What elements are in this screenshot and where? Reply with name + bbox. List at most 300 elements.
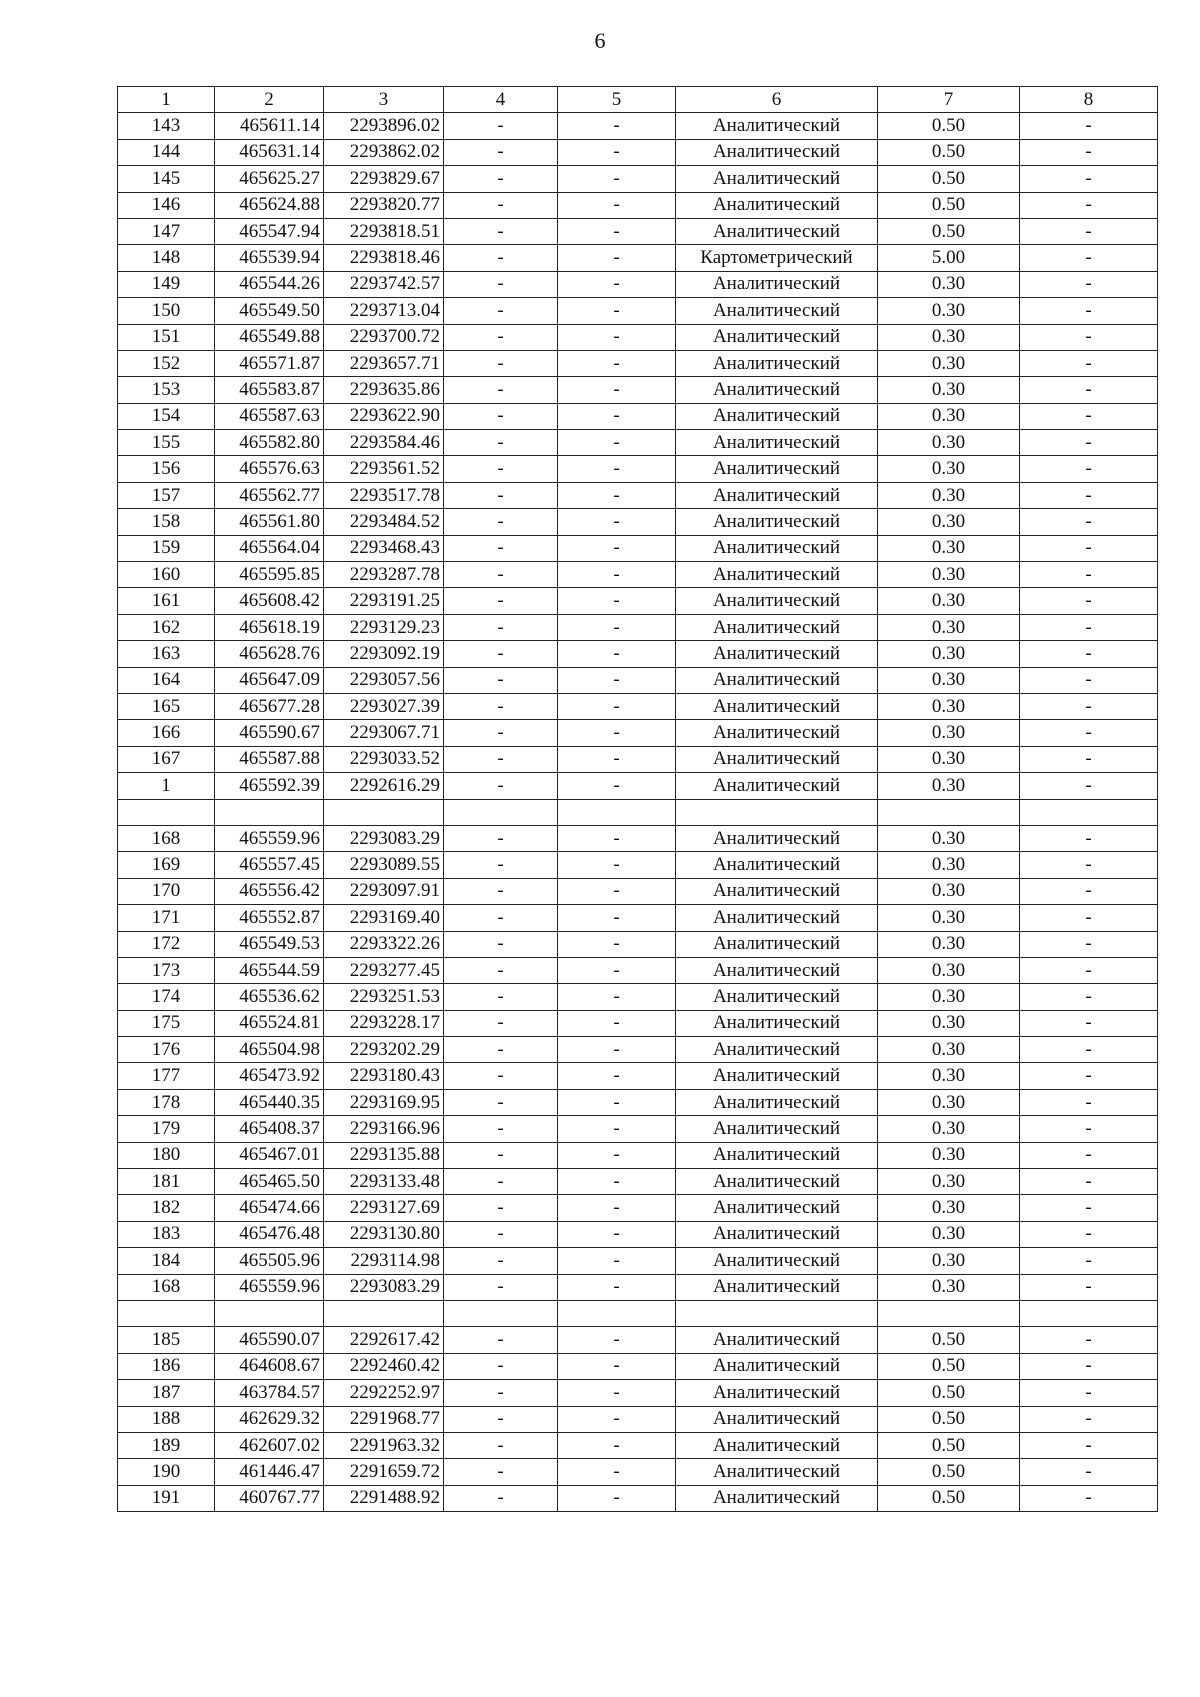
table-cell-col-1: 169	[118, 852, 215, 878]
table-cell-col-8: -	[1020, 113, 1158, 139]
table-cell-col-3: 2292252.97	[324, 1380, 444, 1406]
table-cell-col-2: 465549.88	[215, 324, 324, 350]
table-cell-col-8: -	[1020, 1406, 1158, 1432]
table-cell-col-2: 465587.88	[215, 746, 324, 772]
table-cell-col-6: Аналитический	[676, 931, 878, 957]
table-row	[118, 641, 1158, 667]
table-cell-col-4: -	[444, 878, 558, 904]
table-cell-col-8: -	[1020, 1010, 1158, 1036]
table-cell-col-7: 0.30	[878, 350, 1020, 376]
table-cell-col-5: -	[558, 720, 676, 746]
table-cell-col-6: Аналитический	[676, 1327, 878, 1353]
column-header-7: 7	[878, 87, 1020, 113]
table-cell-col-6: Аналитический	[676, 773, 878, 799]
table-cell-col-7: 0.30	[878, 1274, 1020, 1300]
table-cell-col-3: 2293067.71	[324, 720, 444, 746]
table-cell-col-4: -	[444, 1221, 558, 1247]
table-cell-col-2: 465544.26	[215, 271, 324, 297]
table-cell-col-4: -	[444, 218, 558, 244]
table-cell-col-7: 0.30	[878, 641, 1020, 667]
table-cell-col-3: 2293622.90	[324, 403, 444, 429]
table-cell-col-1: 149	[118, 271, 215, 297]
table-cell-col-8: -	[1020, 1432, 1158, 1458]
table-cell-col-7: 0.30	[878, 1063, 1020, 1089]
table-cell-col-2: 465582.80	[215, 430, 324, 456]
table-row	[118, 535, 1158, 561]
table-cell-col-2: 465571.87	[215, 350, 324, 376]
table-cell-col-6: Аналитический	[676, 1248, 878, 1274]
table-cell-col-1: 181	[118, 1169, 215, 1195]
table-cell-col-2: 465465.50	[215, 1169, 324, 1195]
table-cell-col-3: 2291963.32	[324, 1432, 444, 1458]
table-cell-col-1: 167	[118, 746, 215, 772]
table-cell-col-6: Аналитический	[676, 588, 878, 614]
table-cell-col-4: -	[444, 1459, 558, 1485]
table-row	[118, 931, 1158, 957]
table-cell-col-7	[878, 799, 1020, 825]
table-cell-col-3	[324, 799, 444, 825]
table-cell-col-7: 0.50	[878, 218, 1020, 244]
table-cell-col-5: -	[558, 588, 676, 614]
table-cell-col-3: 2293818.51	[324, 218, 444, 244]
table-cell-col-4: -	[444, 1195, 558, 1221]
table-cell-col-8: -	[1020, 825, 1158, 851]
table-cell-col-8: -	[1020, 535, 1158, 561]
table-cell-col-1: 183	[118, 1221, 215, 1247]
table-cell-col-7: 0.50	[878, 1327, 1020, 1353]
table-cell-col-5: -	[558, 1353, 676, 1379]
table-cell-col-5	[558, 1300, 676, 1326]
table-cell-col-7: 0.30	[878, 535, 1020, 561]
table-cell-col-7: 0.30	[878, 482, 1020, 508]
table-cell-col-6: Аналитический	[676, 1010, 878, 1036]
table-row	[118, 218, 1158, 244]
table-row	[118, 403, 1158, 429]
table-cell-col-3: 2293517.78	[324, 482, 444, 508]
table-cell-col-5: -	[558, 641, 676, 667]
table-cell-col-6: Аналитический	[676, 535, 878, 561]
table-cell-col-5: -	[558, 113, 676, 139]
table-cell-col-6: Аналитический	[676, 852, 878, 878]
table-cell-col-5: -	[558, 905, 676, 931]
table-cell-col-1: 179	[118, 1116, 215, 1142]
table-row	[118, 166, 1158, 192]
table-cell-col-5: -	[558, 1010, 676, 1036]
table-cell-col-5: -	[558, 324, 676, 350]
table-cell-col-5: -	[558, 1248, 676, 1274]
table-cell-col-4: -	[444, 1063, 558, 1089]
table-cell-col-4: -	[444, 931, 558, 957]
table-cell-col-4: -	[444, 905, 558, 931]
table-cell-col-7: 0.30	[878, 667, 1020, 693]
table-cell-col-2	[215, 1300, 324, 1326]
table-cell-col-4: -	[444, 482, 558, 508]
table-row	[118, 1195, 1158, 1221]
table-cell-col-5: -	[558, 482, 676, 508]
table-cell-col-4	[444, 1300, 558, 1326]
table-cell-col-4: -	[444, 509, 558, 535]
table-row	[118, 139, 1158, 165]
table-cell-col-2: 465474.66	[215, 1195, 324, 1221]
table-cell-col-2: 465595.85	[215, 562, 324, 588]
table-row	[118, 825, 1158, 851]
table-cell-col-4: -	[444, 1248, 558, 1274]
table-cell-col-1: 150	[118, 298, 215, 324]
table-cell-col-6: Аналитический	[676, 562, 878, 588]
table-cell-col-2: 465618.19	[215, 614, 324, 640]
table-cell-col-7: 0.50	[878, 139, 1020, 165]
table-cell-col-3: 2293820.77	[324, 192, 444, 218]
table-cell-col-4: -	[444, 245, 558, 271]
table-cell-col-7: 0.30	[878, 931, 1020, 957]
table-cell-col-8: -	[1020, 641, 1158, 667]
table-cell-col-6: Аналитический	[676, 298, 878, 324]
table-cell-col-5: -	[558, 984, 676, 1010]
table-cell-col-5: -	[558, 667, 676, 693]
table-cell-col-8: -	[1020, 377, 1158, 403]
table-row	[118, 746, 1158, 772]
table-cell-col-4: -	[444, 166, 558, 192]
table-cell-col-8: -	[1020, 1195, 1158, 1221]
table-cell-col-5: -	[558, 166, 676, 192]
column-header-8: 8	[1020, 87, 1158, 113]
table-row	[118, 1063, 1158, 1089]
table-row	[118, 482, 1158, 508]
table-cell-col-8: -	[1020, 192, 1158, 218]
table-cell-col-3: 2292460.42	[324, 1353, 444, 1379]
table-cell-col-4: -	[444, 1142, 558, 1168]
table-cell-col-7: 0.50	[878, 192, 1020, 218]
table-cell-col-4: -	[444, 746, 558, 772]
table-cell-col-7: 0.30	[878, 1142, 1020, 1168]
table-cell-col-8: -	[1020, 139, 1158, 165]
table-cell-col-2: 465556.42	[215, 878, 324, 904]
table-cell-col-8: -	[1020, 298, 1158, 324]
table-cell-col-8: -	[1020, 1248, 1158, 1274]
table-cell-col-7: 5.00	[878, 245, 1020, 271]
table-cell-col-6: Аналитический	[676, 1116, 878, 1142]
table-cell-col-2: 465559.96	[215, 825, 324, 851]
table-cell-col-2: 465549.50	[215, 298, 324, 324]
table-cell-col-3: 2293657.71	[324, 350, 444, 376]
table-cell-col-1: 186	[118, 1353, 215, 1379]
table-cell-col-2: 465631.14	[215, 139, 324, 165]
table-cell-col-3: 2293191.25	[324, 588, 444, 614]
table-row	[118, 324, 1158, 350]
table-cell-col-8	[1020, 799, 1158, 825]
table-cell-col-5: -	[558, 509, 676, 535]
table-cell-col-1: 159	[118, 535, 215, 561]
table-cell-col-1	[118, 799, 215, 825]
table-cell-col-8: -	[1020, 905, 1158, 931]
table-cell-col-3: 2293169.40	[324, 905, 444, 931]
table-cell-col-5: -	[558, 1485, 676, 1511]
table-cell-col-1: 144	[118, 139, 215, 165]
table-cell-col-4: -	[444, 1010, 558, 1036]
table-cell-col-7: 0.50	[878, 1485, 1020, 1511]
table-cell-col-8: -	[1020, 350, 1158, 376]
table-cell-col-6: Аналитический	[676, 746, 878, 772]
table-cell-col-6: Аналитический	[676, 271, 878, 297]
table-cell-col-2: 465559.96	[215, 1274, 324, 1300]
table-cell-col-6: Аналитический	[676, 350, 878, 376]
table-cell-col-7: 0.50	[878, 1432, 1020, 1458]
table-cell-col-3: 2293251.53	[324, 984, 444, 1010]
table-cell-col-8: -	[1020, 720, 1158, 746]
table-cell-col-5: -	[558, 1116, 676, 1142]
table-cell-col-2: 460767.77	[215, 1485, 324, 1511]
table-cell-col-5: -	[558, 693, 676, 719]
table-cell-col-5: -	[558, 456, 676, 482]
table-cell-col-4: -	[444, 562, 558, 588]
table-cell-col-8: -	[1020, 456, 1158, 482]
table-cell-col-3: 2293484.52	[324, 509, 444, 535]
table-cell-col-1: 154	[118, 403, 215, 429]
table-cell-col-7: 0.50	[878, 1353, 1020, 1379]
table-row	[118, 588, 1158, 614]
column-header-2: 2	[215, 87, 324, 113]
table-cell-col-1: 148	[118, 245, 215, 271]
table-cell-col-5: -	[558, 1037, 676, 1063]
table-cell-col-7: 0.30	[878, 614, 1020, 640]
table-cell-col-3: 2293083.29	[324, 1274, 444, 1300]
table-row	[118, 1142, 1158, 1168]
table-cell-col-8: -	[1020, 667, 1158, 693]
table-cell-col-2: 465608.42	[215, 588, 324, 614]
table-cell-col-3: 2293322.26	[324, 931, 444, 957]
table-cell-col-1: 1	[118, 773, 215, 799]
table-row	[118, 878, 1158, 904]
table-cell-col-5: -	[558, 350, 676, 376]
table-cell-col-6: Аналитический	[676, 1169, 878, 1195]
table-cell-col-3: 2292616.29	[324, 773, 444, 799]
column-header-5: 5	[558, 87, 676, 113]
table-cell-col-2	[215, 799, 324, 825]
table-cell-col-4: -	[444, 1116, 558, 1142]
table-cell-col-8: -	[1020, 245, 1158, 271]
table-row	[118, 905, 1158, 931]
table-cell-col-6: Аналитический	[676, 720, 878, 746]
table-cell-col-1: 147	[118, 218, 215, 244]
table-cell-col-7: 0.30	[878, 720, 1020, 746]
table-cell-col-6: Аналитический	[676, 641, 878, 667]
table-cell-col-5: -	[558, 298, 676, 324]
table-row	[118, 693, 1158, 719]
table-cell-col-2: 465561.80	[215, 509, 324, 535]
table-cell-col-3: 2293097.91	[324, 878, 444, 904]
table-cell-col-8: -	[1020, 1459, 1158, 1485]
table-cell-col-3: 2293130.80	[324, 1221, 444, 1247]
table-cell-col-1: 173	[118, 957, 215, 983]
table-cell-col-5: -	[558, 1459, 676, 1485]
table-row	[118, 852, 1158, 878]
table-cell-col-7: 0.30	[878, 1195, 1020, 1221]
table-row	[118, 1037, 1158, 1063]
table-cell-col-6: Аналитический	[676, 667, 878, 693]
table-cell-col-2: 465505.96	[215, 1248, 324, 1274]
table-cell-col-4: -	[444, 403, 558, 429]
table-cell-col-3: 2293180.43	[324, 1063, 444, 1089]
table-cell-col-7: 0.30	[878, 298, 1020, 324]
table-cell-col-1: 166	[118, 720, 215, 746]
table-row	[118, 1353, 1158, 1379]
table-cell-col-8: -	[1020, 1221, 1158, 1247]
table-cell-col-4: -	[444, 430, 558, 456]
table-cell-col-3: 2293862.02	[324, 139, 444, 165]
table-cell-col-6: Аналитический	[676, 218, 878, 244]
table-cell-col-5: -	[558, 773, 676, 799]
table-cell-col-3: 2293713.04	[324, 298, 444, 324]
table-cell-col-8: -	[1020, 166, 1158, 192]
table-cell-col-4: -	[444, 614, 558, 640]
table-cell-col-4: -	[444, 1037, 558, 1063]
table-cell-col-3: 2293228.17	[324, 1010, 444, 1036]
table-cell-col-7: 0.30	[878, 1248, 1020, 1274]
table-cell-col-4: -	[444, 957, 558, 983]
table-cell-col-1: 178	[118, 1089, 215, 1115]
table-row	[118, 509, 1158, 535]
table-cell-col-3: 2293818.46	[324, 245, 444, 271]
table-cell-col-4: -	[444, 298, 558, 324]
table-cell-col-3: 2293896.02	[324, 113, 444, 139]
table-cell-col-3: 2291659.72	[324, 1459, 444, 1485]
table-cell-col-3: 2293700.72	[324, 324, 444, 350]
table-row	[118, 1274, 1158, 1300]
table-cell-col-4: -	[444, 1089, 558, 1115]
table-cell-col-1: 188	[118, 1406, 215, 1432]
table-cell-col-4: -	[444, 1380, 558, 1406]
coordinates-table	[117, 86, 1158, 1512]
table-row	[118, 799, 1158, 825]
table-cell-col-3: 2291488.92	[324, 1485, 444, 1511]
table-cell-col-5: -	[558, 1142, 676, 1168]
column-header-3: 3	[324, 87, 444, 113]
table-cell-col-1: 157	[118, 482, 215, 508]
table-row	[118, 1089, 1158, 1115]
table-cell-col-8: -	[1020, 271, 1158, 297]
table-cell-col-1: 143	[118, 113, 215, 139]
table-row	[118, 1432, 1158, 1458]
table-cell-col-5: -	[558, 1406, 676, 1432]
table-cell-col-8: -	[1020, 1037, 1158, 1063]
table-row	[118, 1169, 1158, 1195]
table-cell-col-7: 0.30	[878, 430, 1020, 456]
table-cell-col-6: Аналитический	[676, 430, 878, 456]
table-cell-col-8: -	[1020, 1353, 1158, 1379]
table-cell-col-8: -	[1020, 1116, 1158, 1142]
table-cell-col-3: 2293027.39	[324, 693, 444, 719]
table-cell-col-3	[324, 1300, 444, 1326]
table-cell-col-6: Аналитический	[676, 1142, 878, 1168]
table-row	[118, 1406, 1158, 1432]
table-cell-col-2: 465590.67	[215, 720, 324, 746]
table-cell-col-2: 465476.48	[215, 1221, 324, 1247]
table-cell-col-4: -	[444, 113, 558, 139]
table-cell-col-7: 0.50	[878, 1459, 1020, 1485]
table-cell-col-4: -	[444, 1406, 558, 1432]
table-cell-col-5: -	[558, 192, 676, 218]
table-cell-col-1: 164	[118, 667, 215, 693]
table-cell-col-1: 189	[118, 1432, 215, 1458]
table-cell-col-1: 151	[118, 324, 215, 350]
table-cell-col-7: 0.30	[878, 1116, 1020, 1142]
table-cell-col-1: 162	[118, 614, 215, 640]
table-cell-col-3: 2293127.69	[324, 1195, 444, 1221]
table-cell-col-3: 2293092.19	[324, 641, 444, 667]
table-cell-col-7: 0.50	[878, 166, 1020, 192]
table-cell-col-5: -	[558, 535, 676, 561]
table-cell-col-8: -	[1020, 509, 1158, 535]
table-cell-col-6: Аналитический	[676, 1485, 878, 1511]
table-cell-col-5: -	[558, 931, 676, 957]
table-cell-col-3: 2292617.42	[324, 1327, 444, 1353]
table-row	[118, 1380, 1158, 1406]
table-cell-col-1: 177	[118, 1063, 215, 1089]
table-cell-col-6: Аналитический	[676, 1274, 878, 1300]
table-cell-col-1: 156	[118, 456, 215, 482]
table-cell-col-3: 2293202.29	[324, 1037, 444, 1063]
table-cell-col-7: 0.30	[878, 456, 1020, 482]
table-cell-col-3: 2293169.95	[324, 1089, 444, 1115]
table-cell-col-5: -	[558, 878, 676, 904]
table-cell-col-2: 465549.53	[215, 931, 324, 957]
table-cell-col-2: 465562.77	[215, 482, 324, 508]
table-cell-col-5	[558, 799, 676, 825]
table-cell-col-1: 172	[118, 931, 215, 957]
table-cell-col-5: -	[558, 1169, 676, 1195]
table-cell-col-6: Аналитический	[676, 377, 878, 403]
table-cell-col-2: 465440.35	[215, 1089, 324, 1115]
table-cell-col-5: -	[558, 1380, 676, 1406]
table-cell-col-4: -	[444, 1274, 558, 1300]
table-cell-col-7: 0.50	[878, 113, 1020, 139]
table-cell-col-4: -	[444, 852, 558, 878]
table-cell-col-7: 0.30	[878, 271, 1020, 297]
table-cell-col-2: 465677.28	[215, 693, 324, 719]
column-header-6: 6	[676, 87, 878, 113]
table-cell-col-5: -	[558, 1063, 676, 1089]
table-cell-col-4: -	[444, 1432, 558, 1458]
table-cell-col-8: -	[1020, 773, 1158, 799]
table-cell-col-6: Аналитический	[676, 1195, 878, 1221]
table-cell-col-6: Аналитический	[676, 1380, 878, 1406]
table-cell-col-8: -	[1020, 1485, 1158, 1511]
table-cell-col-5: -	[558, 271, 676, 297]
table-cell-col-4: -	[444, 641, 558, 667]
table-cell-col-1: 191	[118, 1485, 215, 1511]
table-cell-col-7: 0.30	[878, 852, 1020, 878]
table-cell-col-6: Аналитический	[676, 1089, 878, 1115]
table-cell-col-8: -	[1020, 984, 1158, 1010]
table-row	[118, 1327, 1158, 1353]
table-cell-col-1: 155	[118, 430, 215, 456]
table-cell-col-2: 465624.88	[215, 192, 324, 218]
table-cell-col-1: 190	[118, 1459, 215, 1485]
table-row	[118, 957, 1158, 983]
table-cell-col-1: 168	[118, 1274, 215, 1300]
table-cell-col-6: Аналитический	[676, 1063, 878, 1089]
table-cell-col-7: 0.30	[878, 878, 1020, 904]
table-cell-col-5: -	[558, 852, 676, 878]
table-cell-col-7: 0.30	[878, 1221, 1020, 1247]
table-cell-col-6: Аналитический	[676, 192, 878, 218]
table-cell-col-8: -	[1020, 746, 1158, 772]
table-cell-col-6: Аналитический	[676, 139, 878, 165]
table-cell-col-5: -	[558, 746, 676, 772]
table-cell-col-7: 0.30	[878, 588, 1020, 614]
table-cell-col-5: -	[558, 245, 676, 271]
table-cell-col-3: 2293561.52	[324, 456, 444, 482]
